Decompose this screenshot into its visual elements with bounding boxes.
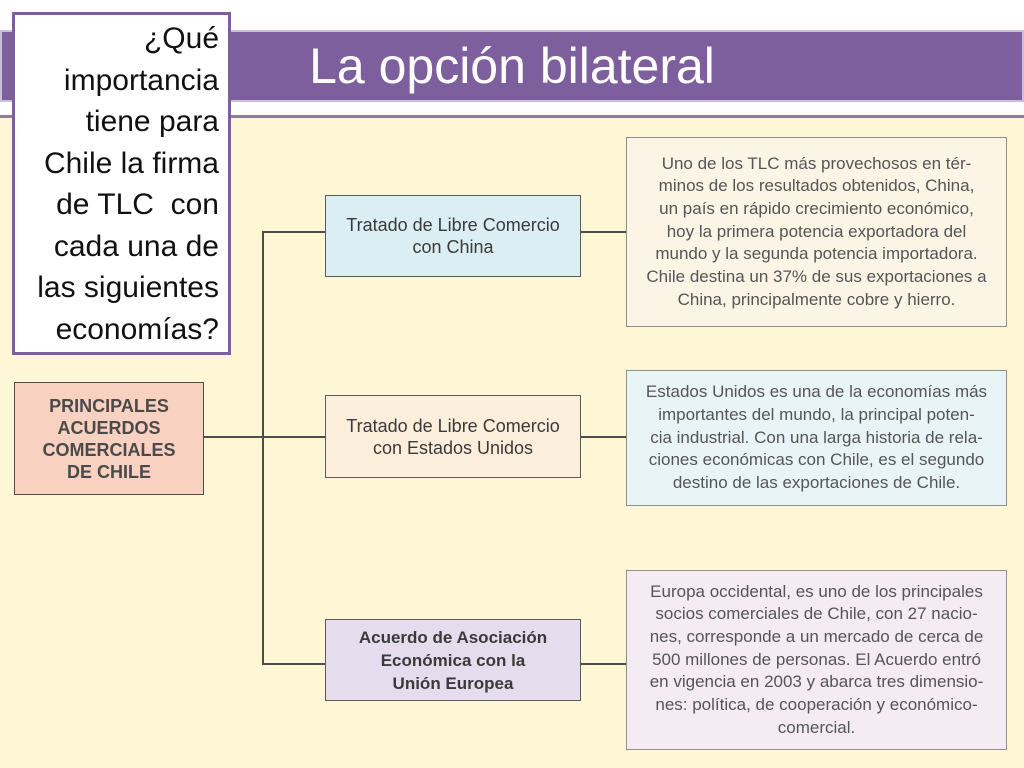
- agreement-title-line: con China: [412, 237, 494, 257]
- question-line: ¿Qué: [143, 22, 219, 55]
- connector-china-to-description: [581, 231, 626, 233]
- agreement-node-usa: [325, 395, 581, 478]
- description-line: hoy la primera potencia exportadora del: [666, 221, 967, 241]
- description-line: nes, corresponde a un mercado de cerca de: [649, 626, 984, 646]
- description-line: cia industrial. Con una larga historia de rela-: [650, 427, 983, 447]
- connector-trunk-to-eu: [263, 663, 325, 665]
- question-line: economías?: [55, 312, 219, 346]
- description-usa: [626, 370, 1007, 506]
- description-line: China, principalmente cobre y hierro.: [677, 289, 956, 309]
- question-box: [12, 12, 231, 355]
- description-line: mundo y la segunda potencia importadora.: [655, 244, 978, 264]
- connector-root-to-trunk: [204, 436, 263, 438]
- description-line: Estados Unidos es una de la economías más: [645, 382, 988, 402]
- description-line: Chile destina un 37% de sus exportaciones a: [646, 267, 987, 287]
- question-line: tiene para: [85, 105, 219, 138]
- question-line: importancia: [63, 63, 219, 97]
- description-eu: [626, 570, 1007, 750]
- description-line: nes: política, de cooperación y económico-: [655, 695, 978, 715]
- description-line: Uno de los TLC más provechosos en tér-: [661, 153, 972, 173]
- agreement-title-line: Acuerdo de Asociación: [358, 627, 548, 647]
- agreement-node-china: [325, 195, 581, 277]
- root-node-principales-acuerdos: [14, 382, 204, 495]
- connector-eu-to-description: [581, 663, 626, 665]
- description-line: importantes del mundo, la principal poten-: [658, 404, 975, 424]
- description-line: destino de las exportaciones de Chile.: [672, 473, 961, 493]
- agreement-title-line: Tratado de Libre Comercio: [346, 415, 560, 436]
- description-line: 500 millones de personas. El Acuerdo entró: [652, 649, 981, 669]
- root-node-line: ACUERDOS: [57, 417, 161, 438]
- question-line: las siguientes: [37, 271, 219, 304]
- question-line: cada una de: [53, 229, 219, 263]
- root-node-line: COMERCIALES: [42, 439, 176, 460]
- description-line: comercial.: [777, 717, 856, 737]
- slide-title: La opción bilateral: [309, 38, 715, 94]
- agreement-title-line: Tratado de Libre Comercio: [346, 215, 560, 235]
- root-node-line: DE CHILE: [66, 461, 151, 482]
- description-line: un país en rápido crecimiento económico,: [659, 198, 974, 218]
- question-line: Chile la firma: [43, 146, 219, 180]
- description-line: ciones económicas con Chile, es el segundo: [648, 450, 985, 470]
- connector-trunk-to-china: [263, 231, 325, 233]
- description-china: [626, 137, 1007, 327]
- description-line: minos de los resultados obtenidos, China,: [658, 176, 975, 196]
- agreement-title-line: Unión Europea: [392, 673, 514, 693]
- connector-trunk-to-usa: [263, 436, 325, 438]
- root-node-line: PRINCIPALES: [49, 395, 169, 416]
- connector-usa-to-description: [581, 436, 626, 438]
- agreement-node-eu: [325, 619, 581, 701]
- agreement-title-line: con Estados Unidos: [372, 437, 534, 458]
- description-line: Europa occidental, es uno de los principales: [650, 581, 983, 601]
- description-line: socios comerciales de Chile, con 27 nacio-: [655, 604, 978, 624]
- description-line: en vigencia en 2003 y abarca tres dimensio-: [649, 672, 984, 692]
- question-line: de TLC con: [56, 188, 219, 221]
- connector-trunk: [262, 231, 264, 665]
- agreement-title-line: Económica con la: [380, 650, 526, 670]
